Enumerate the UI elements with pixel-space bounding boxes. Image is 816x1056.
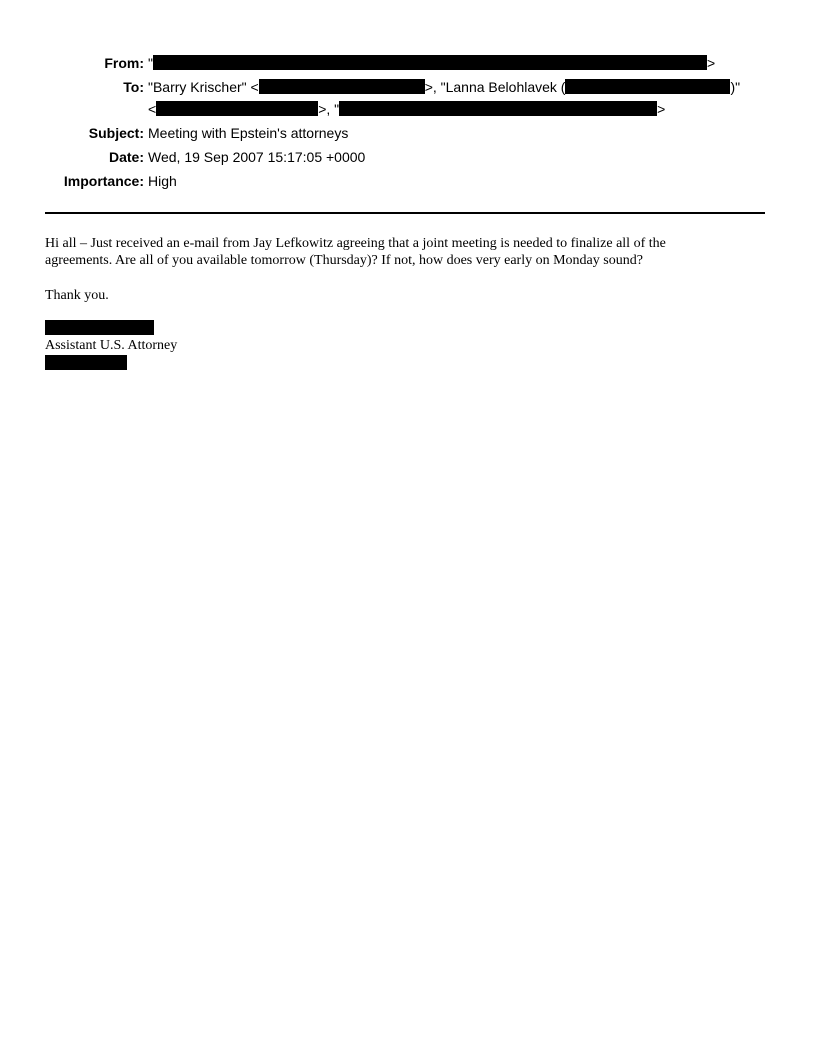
to-row bbox=[0, 76, 816, 122]
redaction-block bbox=[156, 101, 318, 116]
redaction-block bbox=[339, 101, 657, 116]
from-label: From: bbox=[104, 55, 144, 71]
date-value: Wed, 19 Sep 2007 15:17:05 +0000 bbox=[148, 149, 366, 165]
body-paragraph: Hi all – Just received an e-mail from Jay Lefkowitz agreeing that a joint meeting is needed to finalize all of the agreements. Are all of you available tomorrow (Thursday)? If not, how does very early on Monday sound? bbox=[45, 236, 666, 268]
to-recipient-2: >, "Lanna Belohlavek ( bbox=[424, 79, 566, 95]
from-prefix: " bbox=[148, 55, 153, 71]
to-line-2 bbox=[148, 98, 740, 120]
from-row bbox=[0, 52, 816, 76]
to-label: To: bbox=[123, 79, 144, 95]
subject-row bbox=[0, 122, 816, 146]
importance-value: High bbox=[148, 173, 177, 189]
to-recipient-3: >, " bbox=[318, 101, 340, 117]
header-divider bbox=[45, 212, 765, 214]
redaction-block bbox=[153, 55, 707, 70]
to-recipient-2-addr-open: < bbox=[148, 101, 157, 117]
from-value bbox=[148, 52, 715, 74]
signature-contact-redaction bbox=[45, 355, 127, 370]
signature-name-redaction bbox=[45, 320, 154, 335]
date-row bbox=[0, 146, 816, 170]
subject-label: Subject: bbox=[88, 125, 144, 141]
from-suffix: > bbox=[706, 55, 716, 71]
redaction-block bbox=[259, 79, 425, 94]
importance-label: Importance: bbox=[63, 173, 144, 189]
email-body bbox=[45, 235, 765, 353]
email-header bbox=[0, 52, 816, 194]
redaction-block bbox=[565, 79, 730, 94]
signature-title: Assistant U.S. Attorney bbox=[45, 338, 178, 353]
to-recipient-3-end: > bbox=[657, 101, 666, 117]
importance-row bbox=[0, 170, 816, 194]
to-value bbox=[148, 76, 740, 120]
closing-text: Thank you. bbox=[45, 288, 109, 303]
date-label: Date: bbox=[108, 149, 144, 165]
to-recipient-1: "Barry Krischer" < bbox=[148, 79, 259, 95]
to-recipient-2-end: )" bbox=[730, 79, 741, 95]
subject-value: Meeting with Epstein's attorneys bbox=[148, 125, 349, 141]
to-line-1 bbox=[148, 76, 740, 98]
